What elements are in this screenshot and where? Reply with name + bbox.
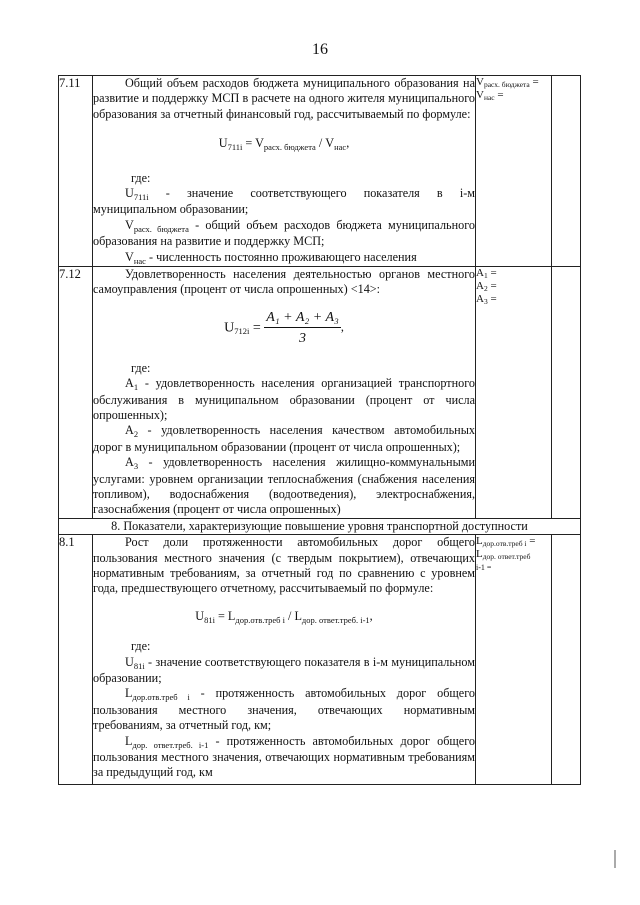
section-heading: 8. Показатели, характеризующие повышение уровня транспортной доступности <box>59 518 581 534</box>
where-label: где: <box>131 170 151 185</box>
definition: $U_{81i}$ - значение соответствующего показателя в i-м муниципальном образовании; <box>93 654 475 685</box>
definition: $A_3$ - удовлетворенность населения жилищно-коммунальными услугами: уровнем организации теплоснабжения (снабжения населения топливом), водоснабжения (водоотведения), электроснабжения, газоснабжения (процент от числа опрошенных) <box>93 455 475 517</box>
empty-cell <box>552 535 581 785</box>
indicator-title: Общий объем расходов бюджета муниципального образования на развитие и поддержку МСП в расчете на одного жителя муниципального образования за отчетный финансовый год, рассчитываемый по формуле: <box>93 76 475 121</box>
indicator-description <box>93 535 476 785</box>
formula: $U_{712i}$ = $\frac{\text{A₁ + A₂ + A₃}}{3}$ , <box>224 309 344 347</box>
formula: $U_{81i} = L_{дор.отв.треб i} / L_{дор. ответ.треб. i-1}$, <box>195 608 373 625</box>
row-number: 7.11 <box>59 76 93 267</box>
value-cell: Lдор.отв.треб i = Lдор. ответ.треб i-1 = <box>476 535 552 785</box>
table-row <box>59 267 581 519</box>
indicator-title: Рост доли протяженности автомобильных дорог общего пользования местного значения (с твердым покрытием), отвечающих нормативным требованиям, за отчетный год по сравнению с уровнем года, предшествующего отчетному, рассчитываемый по формуле: <box>93 535 475 596</box>
where-label: где: <box>131 360 151 375</box>
where-label: где: <box>131 639 151 654</box>
definition: $L_{дор.отв.треб i}$ - протяженность автомобильных дорог общего пользования местного значения, отвечающих нормативным требованиям, за отчетный год, км; <box>93 686 475 733</box>
row-number: 7.12 <box>59 267 93 519</box>
empty-cell <box>552 76 581 267</box>
definition: $U_{711i}$ - значение соответствующего показателя в i-м муниципальном образовании; <box>93 186 475 217</box>
value-cell: A1 = A2 = A3 = <box>476 267 552 519</box>
fraction: $\frac{\text{A₁ + A₂ + A₃}}{3}$ <box>266 309 339 347</box>
definition: $A_2$ - удовлетворенность населения качеством автомобильных дорог в муниципальном образовании (процент от числа опрошенных); <box>93 423 475 454</box>
formula: $U_{711i} = V_{расх. бюджета} / V_{нас}$, <box>218 136 350 153</box>
indicator-description <box>93 267 476 519</box>
definition: $V_{нас}$ - численность постоянно проживающего населения <box>125 249 417 266</box>
scan-artifact <box>614 850 616 868</box>
definition: $L_{дор. ответ.треб. i-1}$ - протяженность автомобильных дорог общего пользования местного значения, отвечающих нормативным требованиям за предыдущий год, км <box>93 733 475 780</box>
page-number: 16 <box>312 41 328 58</box>
value-cell: Vрасх. бюджета = Vнас = <box>476 76 552 267</box>
indicator-title: Удовлетворенность населения деятельностью органов местного самоуправления (процент от числа опрошенных) <14>: <box>93 267 475 297</box>
section-heading-row <box>59 518 581 534</box>
definition: $A_1$ - удовлетворенность населения организацией транспортного обслуживания в муниципальном образовании (процент от числа опрошенных); <box>93 376 475 422</box>
indicator-description <box>93 76 476 267</box>
table-row <box>59 535 581 785</box>
table-row <box>59 76 581 267</box>
row-number: 8.1 <box>59 535 93 785</box>
definition: $V_{расх. бюджета}$ - общий объем расходов бюджета муниципального образования на развитие и поддержку МСП; <box>93 217 475 249</box>
indicator-table <box>58 75 581 785</box>
empty-cell <box>552 267 581 519</box>
